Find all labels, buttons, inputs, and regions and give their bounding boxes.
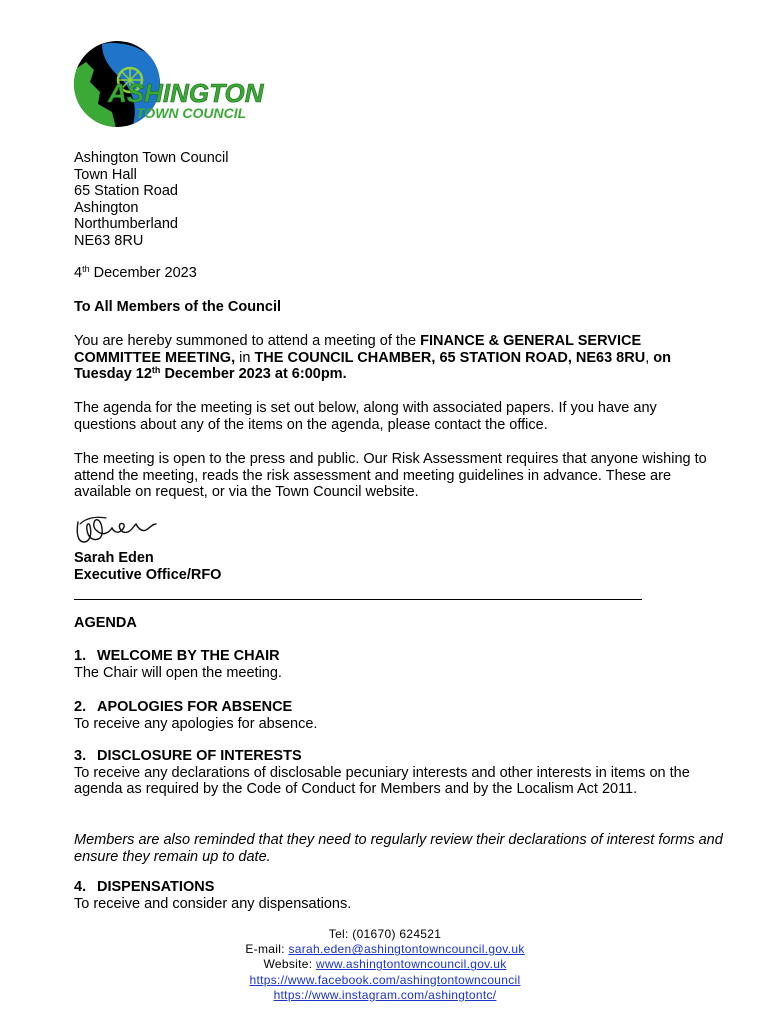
agenda-item-heading: DISCLOSURE OF INTERESTS xyxy=(97,748,302,764)
summons-paragraph xyxy=(74,333,714,383)
address-line: NE63 8RU xyxy=(74,232,144,249)
logo-title: ASHINGTON xyxy=(108,78,264,108)
meeting-venue: THE COUNCIL CHAMBER, 65 STATION ROAD, NE63 8RU xyxy=(254,349,646,366)
meeting-date-start: on Tuesday 12 xyxy=(74,349,671,383)
agenda-item-text: To receive any declarations of disclosable pecuniary interests and other interests in items on the agenda as required by the Code of Conduct for Members and by the Localism Act 2011. xyxy=(74,764,690,798)
address-line: Northumberland xyxy=(74,216,178,233)
council-logo-graphic xyxy=(72,40,272,128)
agenda-item-title xyxy=(74,748,714,765)
facebook-link[interactable]: https://www.facebook.com/ashingtontowncouncil xyxy=(249,972,521,987)
instagram-link[interactable]: https://www.instagram.com/ashingtontc/ xyxy=(273,987,497,1002)
logo-subtitle: TOWN COUNCIL xyxy=(136,105,247,121)
summons-intro: You are hereby summoned to attend a meeting of the xyxy=(74,333,421,349)
sender-address xyxy=(74,150,229,250)
address-line: Ashington xyxy=(74,199,139,216)
meeting-date-suffix: th xyxy=(151,365,161,376)
agenda-item xyxy=(74,748,714,798)
agenda-title: AGENDA xyxy=(74,615,137,631)
website-link[interactable]: www.ashingtontowncouncil.gov.uk xyxy=(315,957,507,972)
meeting-name: FINANCE & GENERAL SERVICE COMMITTEE MEETING, xyxy=(74,333,642,366)
address-line: Town Hall xyxy=(74,166,137,183)
agenda-item-title xyxy=(74,648,714,665)
agenda-intro-paragraph: The agenda for the meeting is set out below, along with associated papers. If you have any questions about any of the items on the agenda, please contact the office. xyxy=(74,400,657,433)
contact-footer xyxy=(0,927,770,1003)
agenda-item-number: 4. xyxy=(74,879,87,895)
footer-tel: Tel: (01670) 624521 xyxy=(328,927,442,941)
signatory-role: Executive Office/RFO xyxy=(74,567,222,583)
agenda-item-text: To receive any apologies for absence. xyxy=(74,715,318,732)
agenda-item-heading: WELCOME BY THE CHAIR xyxy=(97,648,280,664)
divider xyxy=(74,599,642,600)
summons-comma: , xyxy=(645,349,650,366)
agenda-item-title xyxy=(74,879,714,896)
agenda-item-number: 2. xyxy=(74,699,87,715)
signatory xyxy=(74,550,221,584)
council-logo xyxy=(72,40,272,128)
footer-email-line xyxy=(0,942,770,957)
agenda-item-text: To receive and consider any dispensations. xyxy=(74,895,352,912)
footer-facebook-line xyxy=(0,973,770,988)
footer-website-label: Website: xyxy=(263,957,316,972)
meeting-date-end: December 2023 at 6:00pm. xyxy=(160,366,347,383)
agenda-item-title xyxy=(74,699,714,716)
date-suffix: th xyxy=(82,264,90,274)
letter-date xyxy=(74,265,197,281)
interests-reminder-note: Members are also reminded that they need to regularly review their declarations of interest forms and ensure they remain up to date. xyxy=(74,832,723,865)
agenda-item xyxy=(74,699,714,732)
summons-in: in xyxy=(235,349,255,366)
address-line: Ashington Town Council xyxy=(74,150,229,166)
footer-instagram-line xyxy=(0,988,770,1003)
email-link[interactable]: sarah.eden@ashingtontowncouncil.gov.uk xyxy=(288,942,525,957)
agenda-item-number: 1. xyxy=(74,648,87,664)
signatory-name: Sarah Eden xyxy=(74,550,154,566)
date-day: 4 xyxy=(74,265,83,281)
salutation: To All Members of the Council xyxy=(74,299,282,315)
agenda-item xyxy=(74,879,714,912)
agenda-item-heading: APOLOGIES FOR ABSENCE xyxy=(97,699,293,715)
agenda-item-number: 3. xyxy=(74,748,87,764)
footer-website-line xyxy=(0,957,770,972)
agenda-item-heading: DISPENSATIONS xyxy=(97,879,215,895)
agenda-item-text: The Chair will open the meeting. xyxy=(74,664,282,681)
signature-graphic xyxy=(72,512,162,552)
address-line: 65 Station Road xyxy=(74,183,178,200)
footer-email-label: E-mail: xyxy=(245,942,289,957)
agenda-item xyxy=(74,648,714,681)
public-access-paragraph: The meeting is open to the press and public. Our Risk Assessment requires that anyone wishing to attend the meeting, reads the risk assessment and meeting guidelines in advance. These are available on request, or via the Town Council website. xyxy=(74,451,707,501)
date-month-year: December 2023 xyxy=(89,265,197,281)
signature xyxy=(72,512,162,552)
